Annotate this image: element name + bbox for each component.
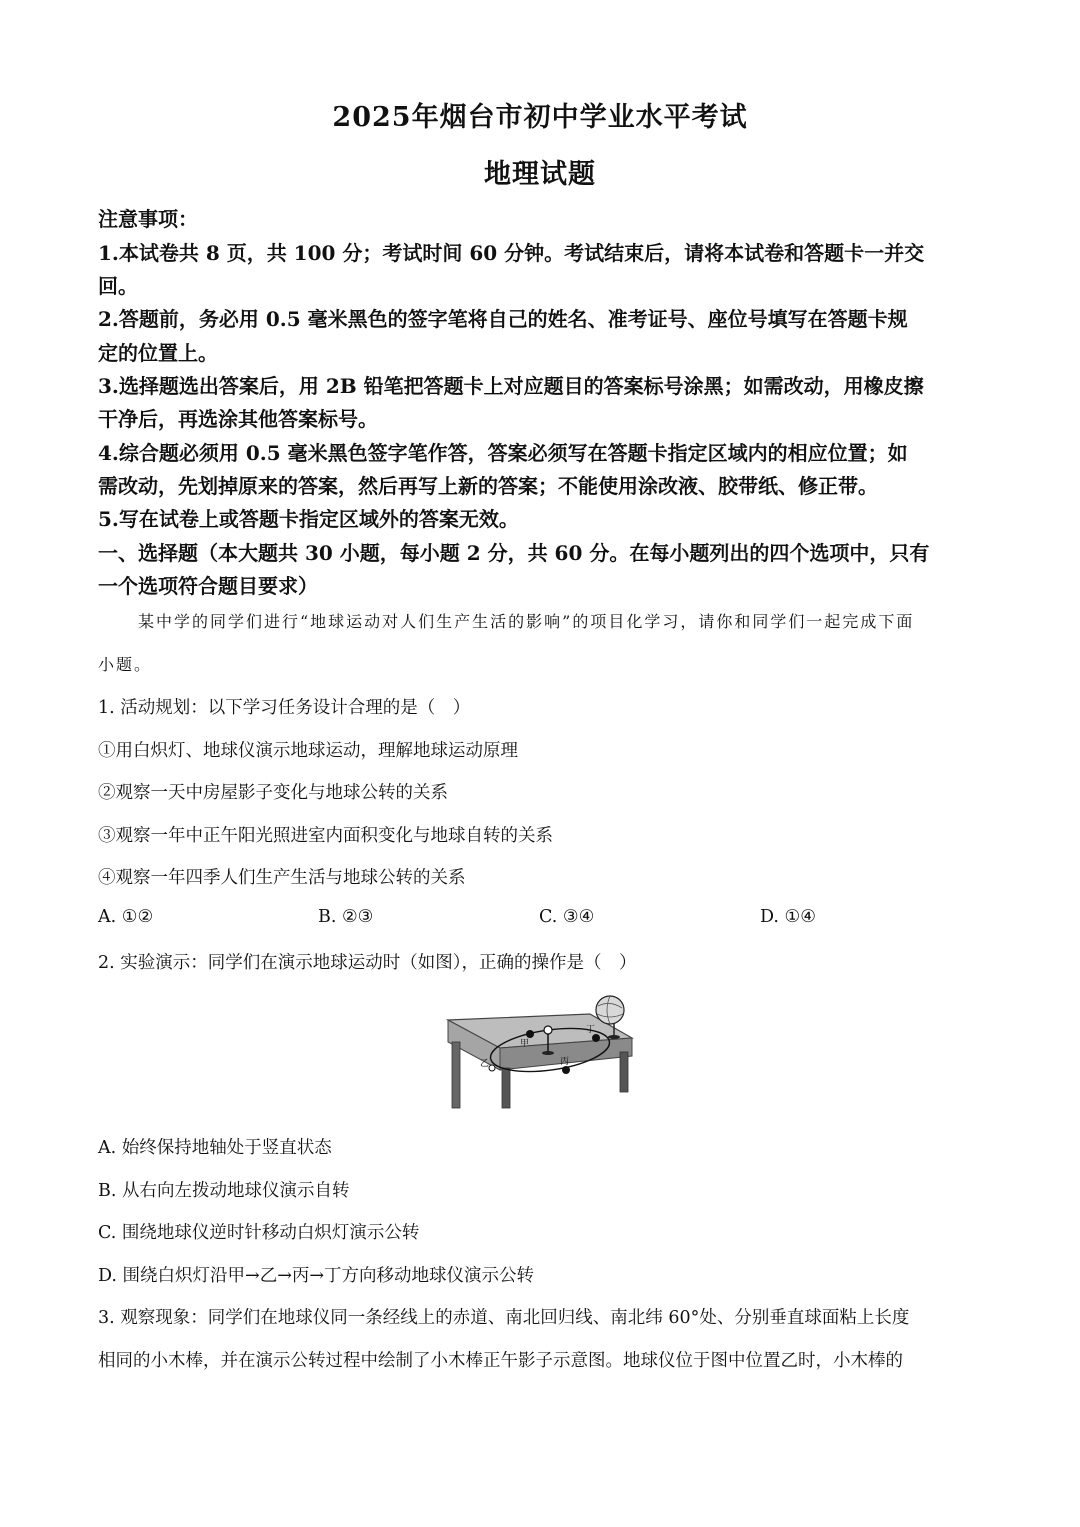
section-heading: 一、选择题（本大题共 30 小题，每小题 2 分，共 60 分。在每小题列出的四个选项中，只有 [98, 541, 930, 565]
globe-icon [596, 996, 624, 1024]
position-jia-marker [526, 1030, 534, 1038]
notice-line: 需改动，先划掉原来的答案，然后再写上新的答案；不能使用涂改液、胶带纸、修正带。 [98, 474, 878, 498]
exam-subtitle: 地理试题 [484, 159, 596, 190]
notice-line: 干净后，再选涂其他答案标号。 [98, 407, 378, 431]
question-1-item: ②观察一天中房屋影子变化与地球公转的关系 [98, 783, 448, 803]
position-yi-marker [489, 1065, 495, 1071]
intro-text: 某中学的同学们进行“地球运动对人们生产生活的影响”的项目化学习，请你和同学们一起完成下面 [138, 612, 915, 631]
label-ding: 丁 [586, 1025, 596, 1035]
question-2-stem: 2. 实验演示：同学们在演示地球运动时（如图），正确的操作是（ ） [98, 953, 637, 973]
position-bing-marker [562, 1066, 570, 1074]
notice-line: 定的位置上。 [98, 341, 218, 365]
notice-line: 4.综合题必须用 0.5 毫米黑色签字笔作答，答案必须写在答题卡指定区域内的相应位置；如 [98, 441, 908, 465]
label-yi: 乙 [480, 1059, 490, 1069]
label-bing: 丙 [560, 1057, 570, 1067]
question-2-option-a: A. 始终保持地轴处于竖直状态 [98, 1138, 332, 1158]
question-1-item: ③观察一年中正午阳光照进室内面积变化与地球自转的关系 [98, 826, 553, 846]
question-3-stem: 相同的小木棒，并在演示公转过程中绘制了小木棒正午影子示意图。地球仪位于图中位置乙时，小木棒的 [98, 1351, 903, 1371]
question-1-item: ①用白炽灯、地球仪演示地球运动，理解地球运动原理 [98, 741, 518, 761]
label-jia: 甲 [520, 1039, 530, 1049]
question-2-option-b: B. 从右向左拨动地球仪演示自转 [98, 1181, 350, 1201]
question-2-option-c: C. 围绕地球仪逆时针移动白炽灯演示公转 [98, 1223, 420, 1243]
notice-line: 3.选择题选出答案后，用 2B 铅笔把答题卡上对应题目的答案标号涂黑；如需改动，用橡皮擦 [98, 374, 924, 398]
section-heading: 一个选项符合题目要求） [98, 574, 318, 598]
earth-motion-figure [440, 990, 640, 1110]
notice-line: 1.本试卷共 8 页，共 100 分；考试时间 60 分钟。考试结束后，请将本试卷和答题卡一并交 [98, 241, 925, 265]
question-1-stem: 1. 活动规划：以下学习任务设计合理的是（ ） [98, 698, 471, 718]
intro-text: 小题。 [98, 655, 153, 674]
position-ding-marker [592, 1034, 600, 1042]
question-2-option-d: D. 围绕白炽灯沿甲→乙→丙→丁方向移动地球仪演示公转 [98, 1266, 535, 1286]
notice-line: 回。 [98, 274, 138, 298]
notice-line: 2.答题前，务必用 0.5 毫米黑色的签字笔将自己的姓名、准考证号、座位号填写在答题卡规 [98, 307, 908, 331]
notice-heading: 注意事项： [98, 207, 198, 231]
question-1-option-c: C. ③④ [539, 907, 595, 927]
question-1-option-a: A. ①② [98, 907, 154, 927]
exam-title: 2025年烟台市初中学业水平考试 [332, 102, 748, 133]
question-1-option-b: B. ②③ [318, 907, 374, 927]
question-3-stem: 3. 观察现象：同学们在地球仪同一条经线上的赤道、南北回归线、南北纬 60°处、分别垂直球面粘上长度 [98, 1308, 910, 1328]
question-1-item: ④观察一年四季人们生产生活与地球公转的关系 [98, 868, 466, 888]
question-1-option-d: D. ①④ [760, 907, 816, 927]
notice-line: 5.写在试卷上或答题卡指定区域外的答案无效。 [98, 507, 519, 531]
